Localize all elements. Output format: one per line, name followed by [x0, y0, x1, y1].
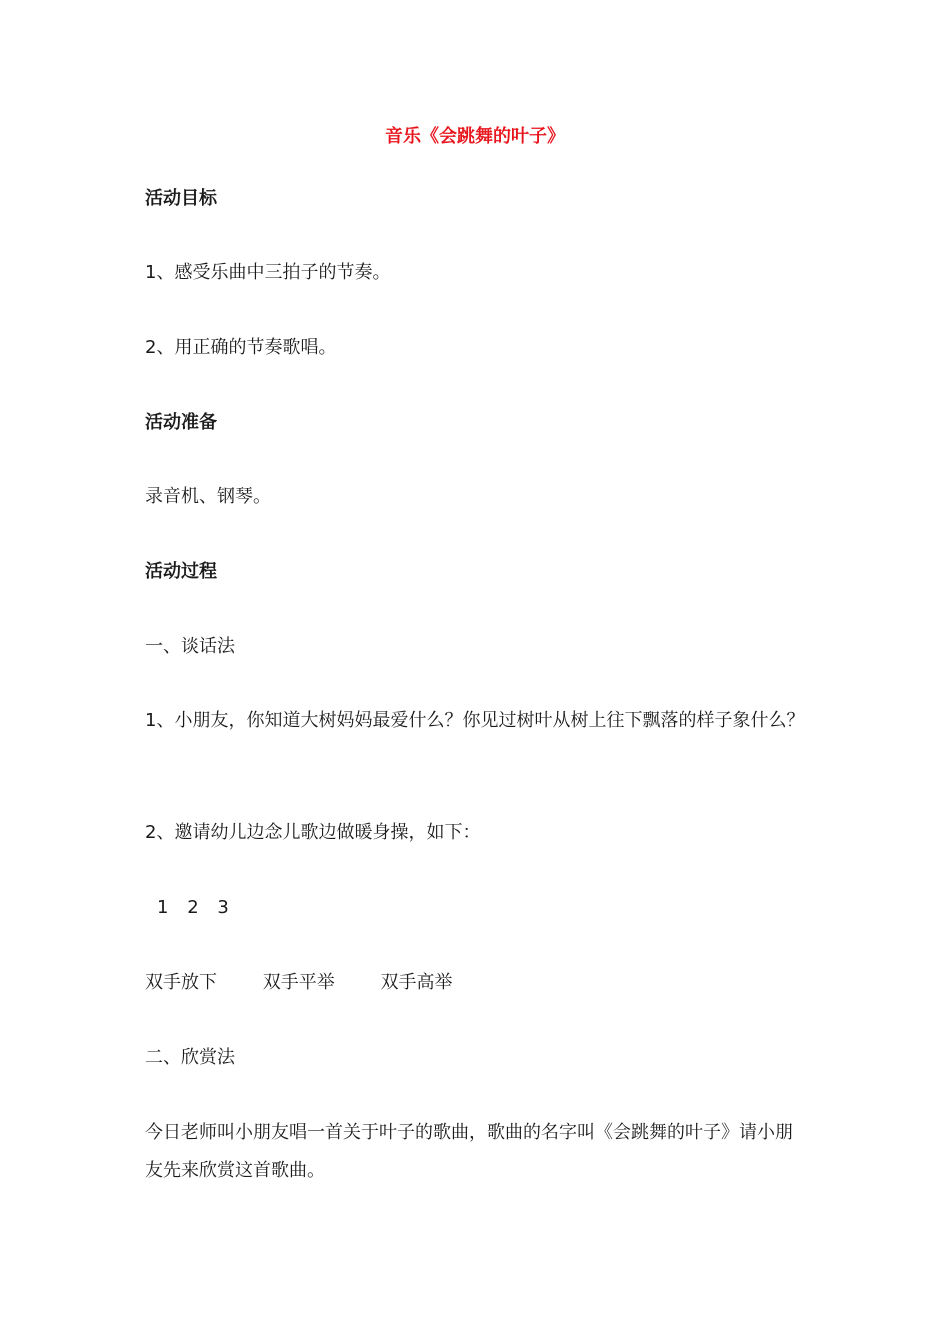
step2-text: 今日老师叫小朋友唱一首关于叶子的歌曲，歌曲的名字叫《会跳舞的叶子》请小朋友先来欣赏这首歌曲。 — [145, 1122, 793, 1181]
beat-count-row — [145, 892, 229, 924]
goal-item-2: 2、用正确的节奏歌唱。 — [145, 337, 337, 358]
step1-item-2: 2、邀请幼儿边念儿歌边做暖身操，如下： — [145, 822, 481, 843]
document-title: 音乐《会跳舞的叶子》 — [385, 126, 565, 147]
movement-row — [145, 967, 452, 999]
move-hands-level: 双手平举 — [262, 972, 335, 993]
goal-heading: 活动目标 — [145, 188, 217, 209]
prep-text: 录音机、钢琴。 — [145, 486, 271, 507]
beat-3: 3 — [217, 897, 229, 918]
goal-item-1: 1、感受乐曲中三拍子的节奏。 — [145, 262, 391, 283]
step1-heading: 一、谈话法 — [145, 636, 235, 657]
move-hands-down: 双手放下 — [145, 972, 217, 993]
prep-heading: 活动准备 — [145, 412, 217, 433]
step1-item-1: 1、小朋友，你知道大树妈妈最爱什么？你见过树叶从树上往下飘落的样子象什么？ — [145, 710, 805, 731]
step2-heading: 二、欣赏法 — [145, 1047, 235, 1068]
beat-2: 2 — [187, 897, 199, 918]
move-hands-up: 双手高举 — [380, 972, 453, 993]
process-heading: 活动过程 — [145, 561, 217, 582]
beat-1: 1 — [157, 897, 169, 918]
